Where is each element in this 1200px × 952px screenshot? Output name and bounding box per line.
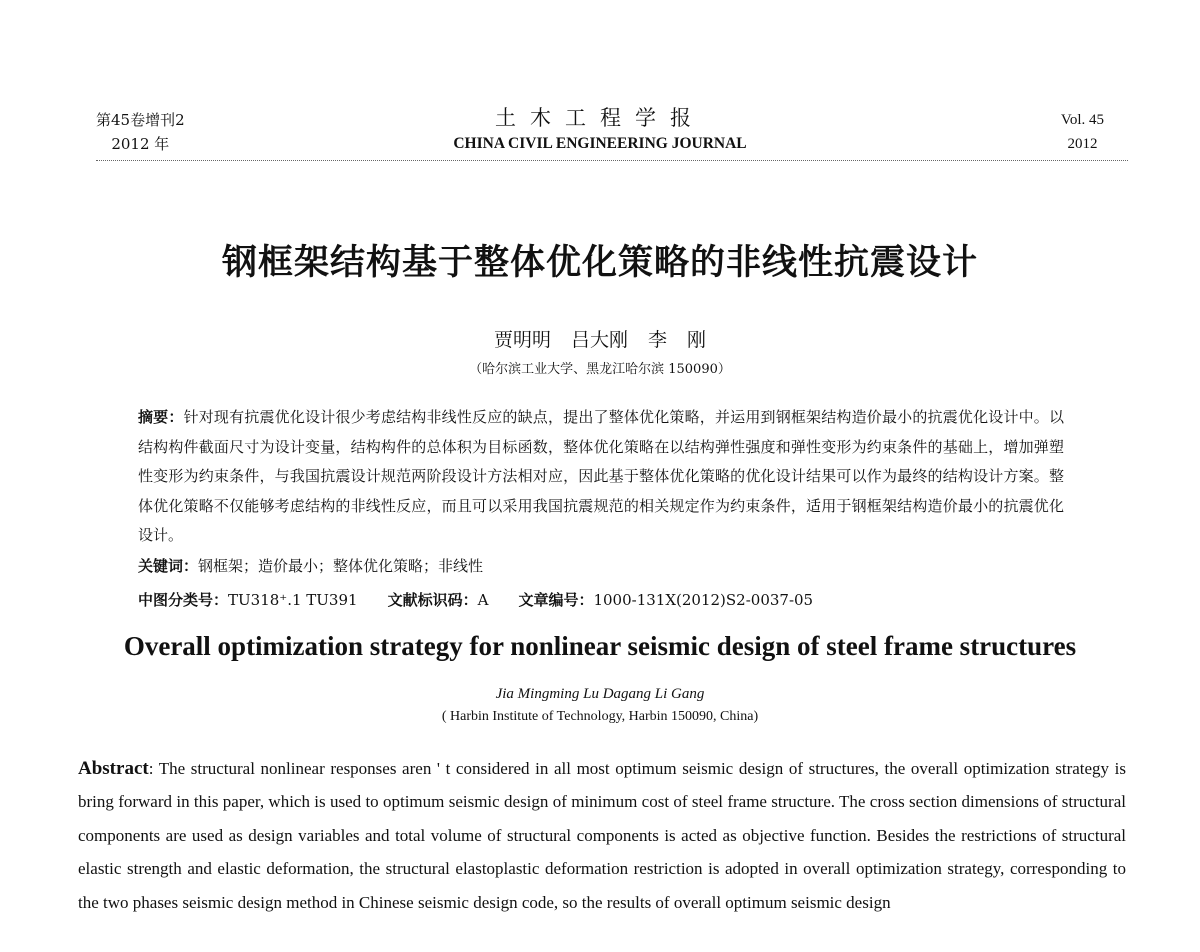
paper-title-cn: 钢框架结构基于整体优化策略的非线性抗震设计 [221,243,978,283]
abstract-cn [138,403,1064,551]
clc-value: TU318⁺.1 TU391 [228,591,358,609]
journal-masthead [380,104,820,154]
header-divider [96,160,1128,161]
authors-cn: 贾明明 吕大刚 李 刚 [493,329,707,351]
affiliation-cn: （哈尔滨工业大学、黑龙江哈尔滨 150090） [469,362,731,377]
article-no-label: 文章编号： [518,591,594,609]
authors-en: Jia Mingming Lu Dagang Li Gang [495,686,705,702]
clc-label: 中图分类号： [138,591,229,609]
abstract-text-en: : The structural nonlinear responses aren ' t considered in all most optimum seismic design of structures, the overall optimization strategy is bring forward in this paper, which is used to optimum seismic design of minimum cost of steel frame structure. The cross section dimensions of structural components are used as design variables and total volume of structural components is acted as objective function. Besides the restrictions of structural elastic strength and elastic deformation, the structural elastoplastic deformation restriction is adopted in overall optimization strategy, corresponding to the two phases seismic design method in Chinese seismic design code, so the results of overall optimum seismic design [78,759,1126,912]
doc-code-value: A [477,591,489,609]
paper-title-en: Overall optimization strategy for nonlinear seismic design of steel frame structures [123,631,1077,661]
journal-name-cn: 土木工程学报 [495,106,705,130]
abstract-label-en: Abstract [78,758,149,779]
classification-line [138,587,813,613]
article-no-value: 1000-131X(2012)S2-0037-05 [593,591,814,609]
abstract-label-cn: 摘要： [138,408,184,426]
header-year-en: 2012 [1067,136,1098,152]
doc-code-label: 文献标识码： [387,591,478,609]
header-volume-en [1061,108,1104,156]
keywords-text-cn: 钢框架；造价最小；整体优化策略；非线性 [198,557,484,575]
journal-name-en: CHINA CIVIL ENGINEERING JOURNAL [453,135,747,152]
header-volume-en-text: Vol. 45 [1060,112,1104,128]
abstract-en [78,752,1126,919]
header-volume-issue-cn: 第45卷增刊2 [96,111,185,129]
abstract-text-cn: 针对现有抗震优化设计很少考虑结构非线性反应的缺点，提出了整体优化策略，并运用到钢框架结构造价最小的抗震优化设计中。以结构构件截面尺寸为设计变量，结构构件的总体积为目标函数，整体优化策略在以结构弹性强度和弹性变形为约束条件的基础上，增加弹塑性变形为约束条件，与我国抗震设计规范两阶段设计方法相对应，因此基于整体优化策略的优化设计结果可以作为最终的结构设计方案。整体优化策略不仅能够考虑结构的非线性反应，而且可以采用我国抗震规范的相关规定作为约束条件，适用于钢框架结构造价最小的抗震优化设计。 [138,408,1064,545]
keywords-label-cn: 关键词： [138,557,199,575]
header-volume-cn [96,108,185,156]
keywords-cn [138,553,483,579]
header-year-cn: 2012 年 [111,135,170,153]
affiliation-en: ( Harbin Institute of Technology, Harbin 150090, China) [441,709,759,724]
